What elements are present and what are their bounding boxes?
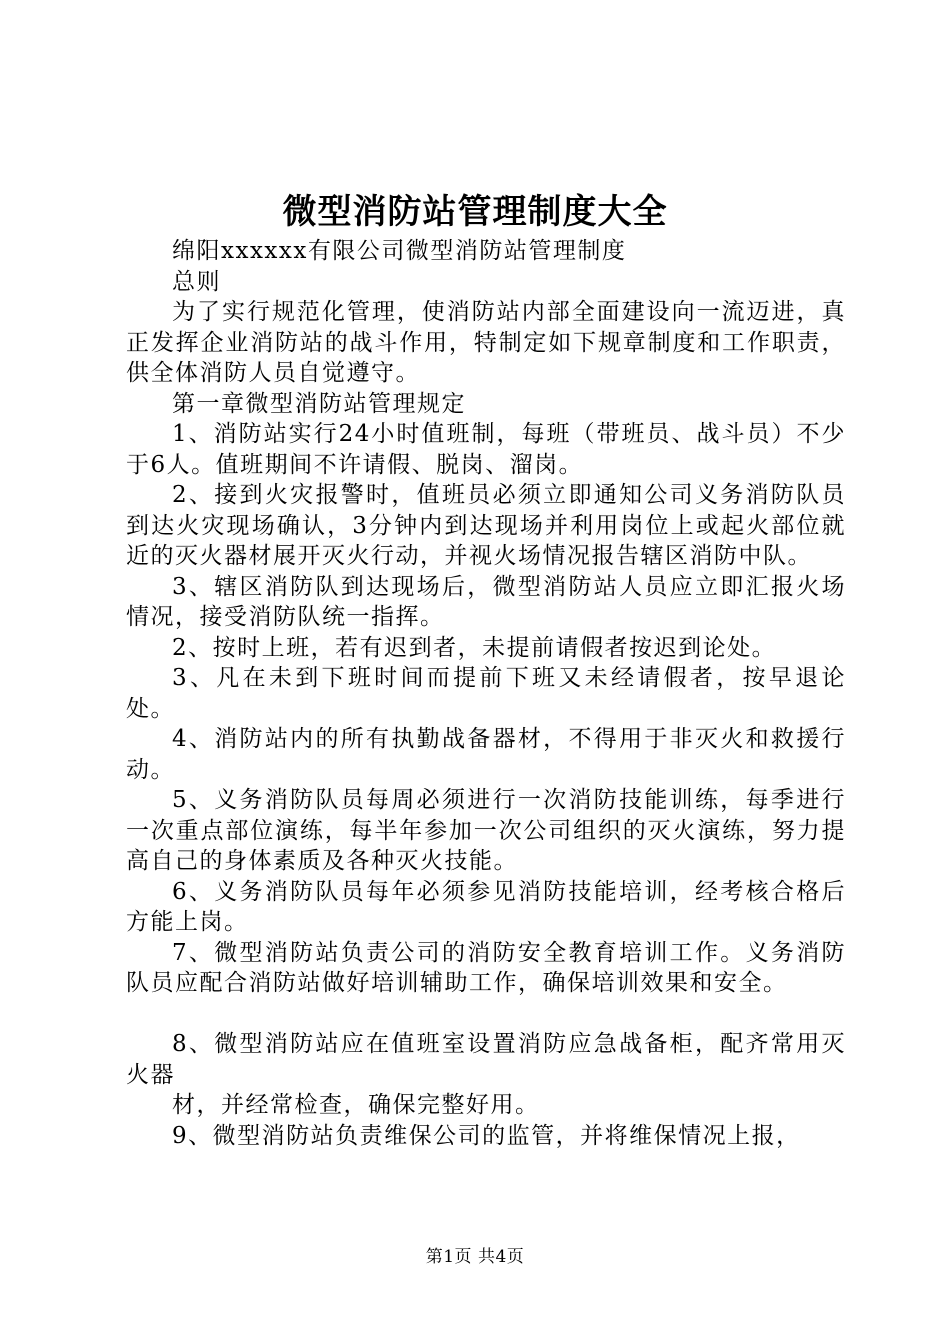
- paragraph: 8、微型消防站应在值班室设置消防应急战备柜，配齐常用灭火器: [126, 1031, 846, 1088]
- paragraph: 7、微型消防站负责公司的消防安全教育培训工作。义务消防队员应配合消防站做好培训辅助工作，确保培训效果和安全。: [126, 939, 846, 996]
- paragraph: 5、义务消防队员每周必须进行一次消防技能训练，每季进行一次重点部位演练，每半年参加一次公司组织的灭火演练，努力提高自己的身体素质及各种灭火技能。: [126, 787, 846, 874]
- paragraph: 9、微型消防站负责维保公司的监管，并将维保情况上报，: [172, 1122, 801, 1149]
- paragraph: 2、按时上班，若有迟到者，未提前请假者按迟到论处。: [172, 634, 777, 661]
- paragraph: 为了实行规范化管理，使消防站内部全面建设向一流迈进，真正发挥企业消防站的战斗作用，特制定如下规章制度和工作职责，供全体消防人员自觉遵守。: [126, 299, 846, 386]
- paragraph: 3、辖区消防队到达现场后，微型消防站人员应立即汇报火场情况，接受消防队统一指挥。: [126, 573, 846, 630]
- paragraph: 2、接到火灾报警时，值班员必须立即通知公司义务消防队员到达火灾现场确认，3分钟内到达现场并利用岗位上或起火部位就近的灭火器材展开灭火行动，并视火场情况报告辖区消防中队。: [126, 482, 846, 569]
- document-title: 微型消防站管理制度大全: [282, 192, 668, 232]
- section-general: 总则: [172, 268, 221, 295]
- company-heading: 绵阳xxxxxx有限公司微型消防站管理制度: [172, 238, 627, 264]
- paragraph: 材，并经常检查，确保完整好用。: [172, 1092, 540, 1118]
- page-number-footer: 第1页 共4页: [425, 1247, 525, 1267]
- paragraph: 3、凡在未到下班时间而提前下班又未经请假者，按早退论处。: [126, 665, 846, 722]
- blank-line: [126, 999, 846, 1030]
- document-body: [126, 236, 846, 1151]
- paragraph: 1、消防站实行24小时值班制，每班（带班员、战斗员）不少于6人。值班期间不许请假、脱岗、溜岗。: [126, 421, 846, 478]
- paragraph: 6、义务消防队员每年必须参见消防技能培训，经考核合格后方能上岗。: [126, 878, 846, 935]
- chapter-heading: 第一章微型消防站管理规定: [172, 390, 466, 417]
- paragraph: 4、消防站内的所有执勤战备器材，不得用于非灭火和救援行动。: [126, 726, 846, 783]
